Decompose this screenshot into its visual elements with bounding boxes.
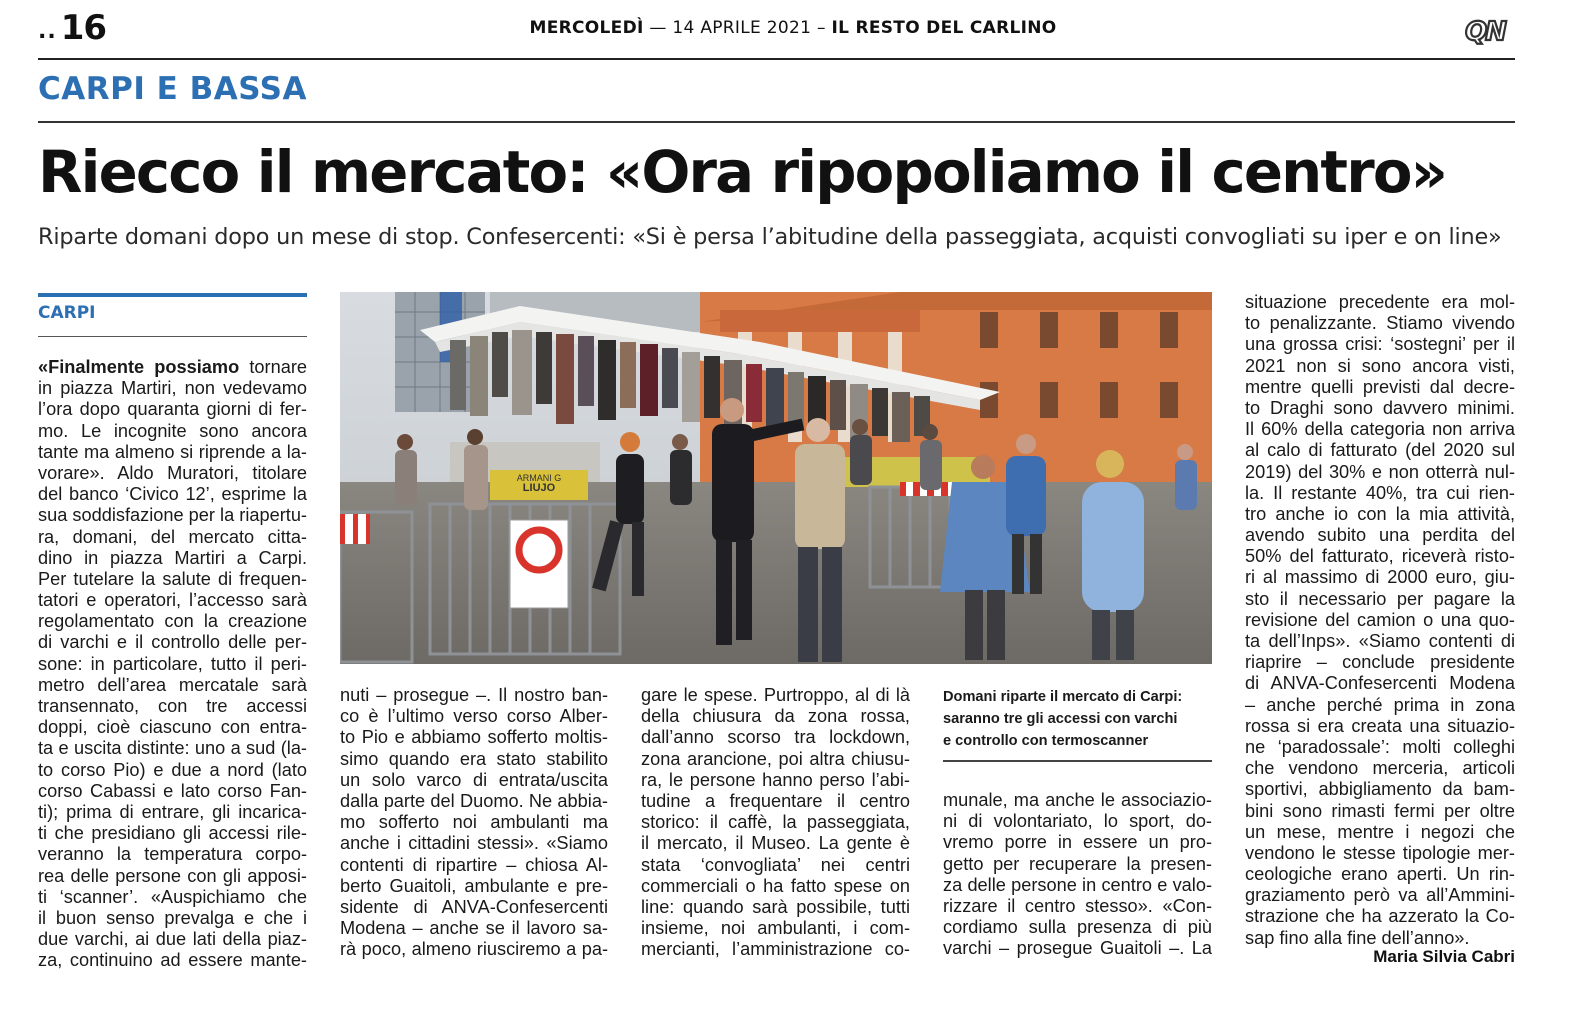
stall-sign: ARMANI G (516, 473, 562, 483)
article-line: – anche perché prima in zona (1245, 694, 1515, 715)
article-line: l’ora dopo quaranta giorni di fer- (38, 399, 307, 420)
article-line: varchi – prosegue Guaitoli –. La (943, 938, 1212, 959)
newspaper-name: IL RESTO DEL CARLINO (831, 18, 1057, 38)
article-line: Modena – anche se il lavoro sa- (340, 918, 608, 939)
article-line: commerciali o ha fatto spese on (641, 875, 910, 896)
article-line: ni di volontariato, lo sport, do- (943, 811, 1212, 832)
article-column-2 (340, 685, 608, 960)
article-line: to corso Pio) e due a nord (lato (38, 759, 307, 780)
article-line: mo. Le incognite sono ancora (38, 420, 307, 441)
article-line: sidente di ANVA-Confesercenti (340, 896, 608, 917)
article-line: ceologiche erano aperti. Un rin- (1245, 864, 1515, 885)
article-line: 50% del fatturato, riceverà risto- (1245, 546, 1515, 567)
article-line: al calo di fatturato (del 2020 sul (1245, 440, 1515, 461)
lead-bold: «Finalmente possiamo (38, 357, 240, 377)
article-line: to Pio e abbiamo sofferto moltis- (340, 727, 608, 748)
section-rule (38, 121, 1515, 123)
article-line: rea delle persone con gli apposi- (38, 865, 307, 886)
article-line: dall’anno scorso tra lockdown, (641, 727, 910, 748)
dateline-day: MERCOLEDÌ (529, 18, 644, 38)
article-line: della chiusura da zona rossa, (641, 706, 910, 727)
article-column-1 (38, 357, 307, 971)
article-line: la. Il restante 40%, tra cui rien- (1245, 482, 1515, 503)
article-line: di ANVA-Confesercenti Modena (1245, 673, 1515, 694)
lead-rest: tornare (239, 357, 307, 377)
article-line: zona arancione, poi altra chiusu- (641, 748, 910, 769)
article-line: revisione del camion o una quo- (1245, 609, 1515, 630)
article-line: to Draghi sono davvero minimi. (1245, 397, 1515, 418)
article-line: situazione precedente era mol- (1245, 292, 1515, 312)
article-line: ne ‘paradossale’: molti colleghi (1245, 736, 1515, 757)
dateline-dash: — (649, 18, 667, 38)
article-line: ra, domani, del mercato citta- (38, 526, 307, 547)
article-line: graziamento però va all’Ammini- (1245, 885, 1515, 906)
article-line: il mercato, il Museo. La gente è (641, 833, 910, 854)
article-line: line: quando sarà possibile, tutti (641, 896, 910, 917)
article-line: tro anche io con la mia attività, (1245, 503, 1515, 524)
article-line: che vendono merceria, articoli (1245, 758, 1515, 779)
article-line: stata ‘convogliata’ nei centri (641, 854, 910, 875)
article-line: dalla parte del Duomo. Ne abbia- (340, 790, 608, 811)
kicker-rule (38, 336, 307, 337)
article-line: una grossa crisi: ‘sostegni’ per il (1245, 334, 1515, 355)
article-line: mo sofferto noi ambulanti ma (340, 812, 608, 833)
kicker: CARPI (38, 303, 96, 323)
article-line: in piazza Martiri, non vedevamo (38, 378, 307, 399)
article-line: ta dell’Inps». «Siamo contenti di (1245, 631, 1515, 651)
article-line: vremo porre in essere un pro- (943, 832, 1212, 853)
article-line: nuti – prosegue –. Il nostro ban- (340, 685, 608, 705)
article-line: simo quando era stato stabilito (340, 748, 608, 769)
article-line: insieme, noi ambulanti, i com- (641, 918, 910, 939)
article-line: co è l’ultimo verso corso Alber- (340, 706, 608, 727)
market-photo (340, 292, 1212, 664)
headline: Riecco il mercato: «Ora ripopoliamo il centro» (38, 138, 1447, 206)
article-line: di varchi e il controllo delle per- (38, 632, 307, 653)
article-line: za, continuino ad essere mante- (38, 950, 307, 971)
qn-logo (1454, 16, 1516, 46)
article-line: riaprire – conclude presidente (1245, 652, 1515, 673)
article-line: 2019) del 30% e non otterrà nul- (1245, 461, 1515, 482)
caption-line: e controllo con termoscanner (943, 733, 1149, 749)
article-line: corso Cabassi e lato corso Fan- (38, 780, 307, 801)
article-line: munale, ma anche le associazio- (943, 790, 1212, 810)
article-line: contenti di ripartire – chiosa Al- (340, 854, 608, 875)
article-column-5 (1245, 292, 1515, 949)
photo-caption (943, 686, 1212, 752)
caption-line: saranno tre gli accessi con varchi (943, 711, 1178, 727)
section-title: CARPI E BASSA (38, 71, 308, 107)
dateline-date: 14 APRILE 2021 (672, 18, 812, 38)
article-line: gare le spese. Purtroppo, al di là (641, 685, 910, 705)
article-line: bini sono rimasti fermi per oltre (1245, 800, 1515, 821)
article-line: un mese, mentre i negozi che (1245, 821, 1515, 842)
article-line: ti ‘scanner’. «Auspichiamo che (38, 886, 307, 907)
article-line: mercianti, l’amministrazione co- (641, 939, 910, 960)
article-line: sua soddisfazione per la riapertu- (38, 505, 307, 526)
article-line: rossa si era creata una situazio- (1245, 715, 1515, 736)
article-line: transennato, con tre accessi (38, 696, 307, 716)
article-line: za delle persone in centro e valo- (943, 874, 1212, 895)
article-line: Il 60% della categoria non arriva (1245, 419, 1515, 440)
svg-text:QN: QN (1465, 17, 1505, 46)
article-line: il buon senso prevalga e che i (38, 907, 307, 928)
article-line: to penalizzante. Stiamo vivendo (1245, 313, 1515, 334)
kicker-rule (38, 293, 307, 297)
article-line: sto il necessario per pagare la (1245, 588, 1515, 609)
article-column-4 (943, 790, 1212, 960)
article-line: del banco ‘Civico 12’, esprime la (38, 484, 307, 505)
article-line: dino in piazza Martiri a Carpi. (38, 547, 307, 568)
article-line: rà poco, almeno riusciremo a pa- (340, 939, 608, 960)
article-line: strazione che ha azzerato la Co- (1245, 906, 1515, 927)
article-line: doppi, cioè ciascuno con entra- (38, 717, 307, 738)
article-line: vorare». Aldo Muratori, titolare (38, 462, 307, 483)
subheadline: Riparte domani dopo un mese di stop. Confesercenti: «Si è persa l’abitudine della passeggiata, acquisti convogliati su iper e on line» (38, 224, 1502, 250)
article-line: veranno la temperatura corpo- (38, 844, 307, 865)
dateline (0, 18, 1586, 38)
article-line: 2021 non si sono ancora visti, (1245, 355, 1515, 376)
article-line: avendo subito una perdita del (1245, 525, 1515, 546)
article-line: anche i cittadini stessi». «Siamo (340, 833, 608, 854)
article-line: mentre quelli previsti dal decre- (1245, 376, 1515, 397)
page-number-dots: .. (38, 18, 57, 44)
article-line: ti che presidiano gli accessi rile- (38, 823, 307, 844)
article-line: storico: il caffè, la passeggiata, (641, 812, 910, 833)
article-line: un solo varco di entrata/uscita (340, 769, 608, 790)
article-line: regolamentato con la creazione (38, 611, 307, 632)
article-line: tatori e operatori, l’accesso sarà (38, 590, 307, 611)
article-line: getto per recuperare la presen- (943, 853, 1212, 874)
article-line: metro dell’area mercatale sarà (38, 674, 307, 695)
caption-line: Domani riparte il mercato di Carpi: (943, 689, 1183, 705)
article-line: sportivi, abbigliamento da bam- (1245, 779, 1515, 800)
article-line: cordiamo sulla presenza di più (943, 917, 1212, 938)
article-line: vendono le stesse tipologie mer- (1245, 842, 1515, 863)
article-line: ti); prima di entrare, gli incarica- (38, 801, 307, 822)
caption-rule (943, 760, 1212, 762)
article-column-3 (641, 685, 910, 960)
article-line: due varchi, ai due lati della piaz- (38, 929, 307, 950)
article-line: Per tutelare la salute di frequen- (38, 568, 307, 589)
article-line: rizzare il centro stesso». «Con- (943, 895, 1212, 916)
article-line: berto Guaitoli, ambulante e pre- (340, 875, 608, 896)
article-line: sap fino alla fine dell’anno». (1245, 927, 1470, 948)
article-line: tante ma almeno si riprende a la- (38, 441, 307, 462)
page-number-value: 16 (60, 8, 107, 48)
byline: Maria Silvia Cabri (1373, 947, 1515, 966)
article-line: sone: in particolare, tutto il peri- (38, 653, 307, 674)
article-line: tudine a frequentare il centro (641, 790, 910, 811)
article-line: ra, le persone hanno perso l’abi- (641, 769, 910, 790)
header-rule (38, 58, 1515, 60)
article-line (38, 357, 307, 378)
article-line: ta e uscita distinte: uno a sud (la- (38, 738, 307, 759)
dateline-dash: – (816, 18, 826, 38)
article-line: ri al massimo di 2000 euro, giu- (1245, 567, 1515, 588)
stall-sign: LIUJO (522, 482, 556, 494)
